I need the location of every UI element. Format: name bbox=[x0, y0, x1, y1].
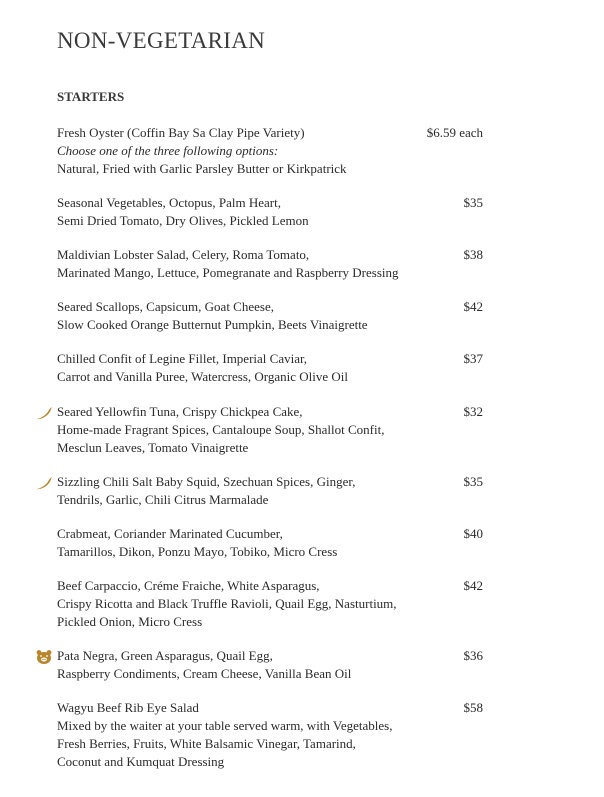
item-description-line: Fresh Berries, Fruits, White Balsamic Vinegar, Tamarind, bbox=[57, 736, 356, 751]
item-price: $36 bbox=[463, 648, 483, 663]
item-description-line: Wagyu Beef Rib Eye Salad bbox=[57, 700, 199, 715]
item-price: $42 bbox=[463, 299, 483, 314]
item-description-line: Mesclun Leaves, Tomato Vinaigrette bbox=[57, 440, 249, 455]
item-price: $40 bbox=[463, 526, 483, 541]
item-price: $37 bbox=[463, 351, 483, 366]
item-price: $35 bbox=[463, 474, 483, 489]
pig-icon bbox=[35, 649, 53, 665]
item-description-line: Pickled Onion, Micro Cress bbox=[57, 614, 203, 629]
section-title: STARTERS bbox=[57, 89, 125, 104]
item-description-line: Tamarillos, Dikon, Ponzu Mayo, Tobiko, Micro Cress bbox=[57, 544, 338, 559]
item-description-line: Raspberry Condiments, Cream Cheese, Vanilla Bean Oil bbox=[57, 666, 352, 681]
item-description-line: Slow Cooked Orange Butternut Pumpkin, Beets Vinaigrette bbox=[57, 317, 368, 332]
menu-item bbox=[57, 194, 483, 230]
menu-item bbox=[57, 246, 483, 282]
item-description-line: Carrot and Vanilla Puree, Watercress, Organic Olive Oil bbox=[57, 369, 349, 384]
item-price: $38 bbox=[463, 247, 483, 262]
menu-item bbox=[57, 699, 483, 771]
item-options-note: Choose one of the three following options: bbox=[57, 143, 279, 158]
menu-item bbox=[57, 298, 483, 334]
item-description-line: Crispy Ricotta and Black Truffle Ravioli, Quail Egg, Nasturtium, bbox=[57, 596, 397, 611]
item-description-line: Maldivian Lobster Salad, Celery, Roma Tomato, bbox=[57, 247, 310, 262]
item-description-line: Chilled Confit of Legine Fillet, Imperial Caviar, bbox=[57, 351, 308, 366]
page-title: NON-VEGETARIAN bbox=[57, 28, 266, 53]
item-description-line: Marinated Mango, Lettuce, Pomegranate and Raspberry Dressing bbox=[57, 265, 399, 280]
menu-item bbox=[57, 403, 483, 457]
chili-pepper-icon bbox=[35, 405, 53, 421]
item-description-line: Seasonal Vegetables, Octopus, Palm Heart, bbox=[57, 195, 281, 210]
item-description-line: Fresh Oyster (Coffin Bay Sa Clay Pipe Variety) bbox=[57, 125, 305, 140]
menu-item bbox=[57, 473, 483, 509]
item-price: $35 bbox=[463, 195, 483, 210]
menu-item bbox=[57, 350, 483, 386]
chili-pepper-icon bbox=[35, 475, 53, 491]
item-price: $32 bbox=[463, 404, 483, 419]
item-description-line: Sizzling Chili Salt Baby Squid, Szechuan Spices, Ginger, bbox=[57, 474, 356, 489]
item-price: $6.59 each bbox=[426, 125, 483, 140]
item-description-line: Crabmeat, Coriander Marinated Cucumber, bbox=[57, 526, 283, 541]
item-description-line: Mixed by the waiter at your table served warm, with Vegetables, bbox=[57, 718, 393, 733]
menu-item bbox=[57, 577, 483, 631]
menu-item bbox=[57, 124, 483, 178]
item-description-line: Seared Yellowfin Tuna, Crispy Chickpea Cake, bbox=[57, 404, 303, 419]
item-description-line: Seared Scallops, Capsicum, Goat Cheese, bbox=[57, 299, 274, 314]
menu-item bbox=[57, 525, 483, 561]
item-description-line: Pata Negra, Green Asparagus, Quail Egg, bbox=[57, 648, 273, 663]
item-description-line: Beef Carpaccio, Créme Fraiche, White Asparagus, bbox=[57, 578, 320, 593]
item-description-line: Home-made Fragrant Spices, Cantaloupe Soup, Shallot Confit, bbox=[57, 422, 385, 437]
item-price: $42 bbox=[463, 578, 483, 593]
item-price: $58 bbox=[463, 700, 483, 715]
item-description-line: Natural, Fried with Garlic Parsley Butter or Kirkpatrick bbox=[57, 161, 347, 176]
item-description-line: Coconut and Kumquat Dressing bbox=[57, 754, 225, 769]
item-description-line: Semi Dried Tomato, Dry Olives, Pickled Lemon bbox=[57, 213, 309, 228]
menu-item bbox=[57, 647, 483, 683]
item-description-line: Tendrils, Garlic, Chili Citrus Marmalade bbox=[57, 492, 269, 507]
